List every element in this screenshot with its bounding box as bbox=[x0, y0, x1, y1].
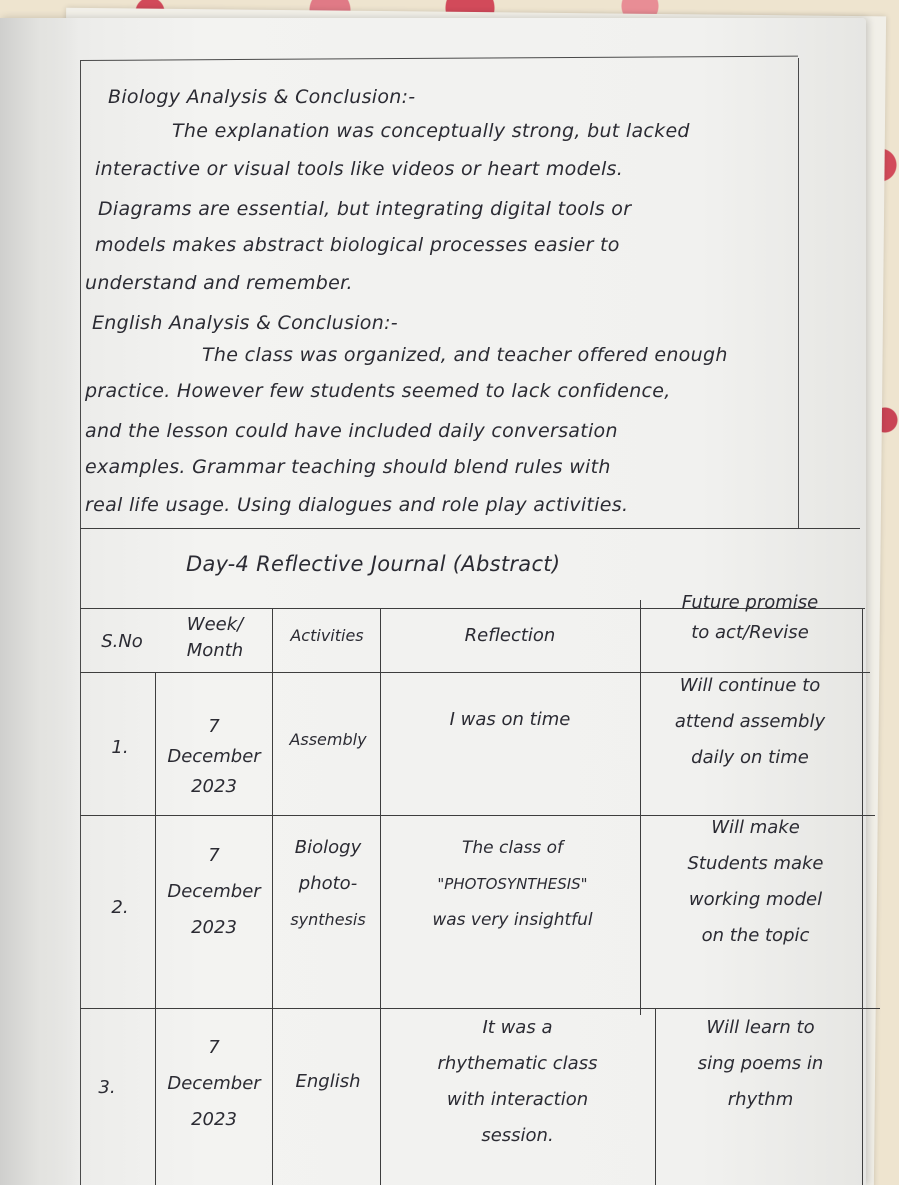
row3-future-line2: sing poems in bbox=[697, 1053, 824, 1074]
biology-heading: Biology Analysis & Conclusion:- bbox=[108, 86, 416, 108]
journal-title: Day-4 Reflective Journal (Abstract) bbox=[186, 552, 561, 576]
row2-activity-line2: photo- bbox=[298, 873, 358, 894]
row1-future-line2: attend assembly bbox=[674, 711, 826, 732]
english-line-2: practice. However few students seemed to lack confidence, bbox=[85, 380, 671, 402]
row2-date-year: 2023 bbox=[191, 917, 237, 938]
row1-future-line1: Will continue to bbox=[679, 675, 821, 696]
row3-date-year: 2023 bbox=[191, 1109, 237, 1130]
row2-activity-line1: Biology bbox=[294, 837, 362, 858]
row2-future-line3: working model bbox=[688, 889, 823, 910]
header-week-line1: Week/ bbox=[186, 614, 244, 635]
row1-date-month: December bbox=[167, 746, 261, 767]
table-top-line bbox=[80, 528, 860, 529]
row2-future bbox=[648, 810, 863, 954]
row3-reflection bbox=[385, 1010, 650, 1154]
row2-date-day: 7 bbox=[208, 845, 220, 866]
row3-date-month: December bbox=[167, 1073, 261, 1094]
row3-date-day: 7 bbox=[208, 1037, 220, 1058]
header-week bbox=[160, 612, 270, 664]
table-row2-bottom-line bbox=[80, 1008, 880, 1009]
english-heading: English Analysis & Conclusion:- bbox=[92, 312, 398, 334]
header-reflection: Reflection bbox=[464, 625, 556, 646]
col-line-4 bbox=[640, 600, 641, 1015]
header-future-line1: Future promise bbox=[681, 592, 819, 613]
row3-activity: English bbox=[295, 1071, 361, 1092]
row2-date bbox=[158, 838, 270, 946]
row2-reflection-line2: "PHOTOSYNTHESIS" bbox=[437, 875, 588, 893]
row1-future bbox=[640, 668, 860, 776]
english-line-4: examples. Grammar teaching should blend rules with bbox=[85, 456, 611, 478]
row2-date-month: December bbox=[167, 881, 261, 902]
biology-line-5: understand and remember. bbox=[85, 272, 353, 294]
row3-date bbox=[155, 1030, 273, 1138]
row1-reflection: I was on time bbox=[449, 709, 571, 730]
header-week-line2: Month bbox=[186, 640, 244, 661]
header-sno: S.No bbox=[101, 631, 143, 652]
row3-future-line1: Will learn to bbox=[706, 1017, 815, 1038]
row2-future-line1: Will make bbox=[711, 817, 800, 838]
biology-line-2: interactive or visual tools like videos or heart models. bbox=[95, 158, 624, 180]
right-border-line bbox=[798, 58, 799, 528]
header-future-line2: to act/Revise bbox=[691, 622, 809, 643]
col-line-4b bbox=[655, 1008, 656, 1185]
row2-activity-line3: synthesis bbox=[290, 910, 366, 929]
biology-line-4: models makes abstract biological processes easier to bbox=[95, 234, 620, 256]
left-margin-line bbox=[80, 60, 81, 1185]
header-future bbox=[640, 588, 860, 648]
row3-reflection-line2: rhythematic class bbox=[437, 1053, 598, 1074]
row2-activity bbox=[274, 830, 382, 938]
row1-date-year: 2023 bbox=[191, 776, 237, 797]
row3-reflection-line1: It was a bbox=[482, 1017, 553, 1038]
row3-future bbox=[658, 1010, 863, 1118]
row3-sno: 3. bbox=[98, 1077, 116, 1098]
row3-reflection-line4: session. bbox=[481, 1125, 554, 1146]
english-line-5: real life usage. Using dialogues and role play activities. bbox=[85, 494, 629, 516]
row2-sno: 2. bbox=[111, 897, 129, 918]
row1-sno: 1. bbox=[111, 737, 129, 758]
row1-date-day: 7 bbox=[208, 716, 220, 737]
row2-future-line4: on the topic bbox=[701, 925, 810, 946]
header-activities: Activities bbox=[290, 626, 364, 645]
row2-reflection-line3: was very insightful bbox=[432, 910, 593, 930]
row2-reflection bbox=[385, 830, 640, 938]
row1-activity: Assembly bbox=[289, 730, 367, 749]
english-line-1: The class was organized, and teacher offered enough bbox=[202, 344, 728, 366]
biology-line-3: Diagrams are essential, but integrating digital tools or bbox=[98, 198, 632, 220]
row1-date bbox=[158, 712, 270, 802]
row2-future-line2: Students make bbox=[687, 853, 824, 874]
row1-future-line3: daily on time bbox=[691, 747, 809, 768]
english-line-3: and the lesson could have included daily conversation bbox=[85, 420, 618, 442]
page-fold-shadow bbox=[0, 18, 78, 1185]
row2-reflection-line1: The class of bbox=[461, 838, 563, 858]
row3-reflection-line3: with interaction bbox=[446, 1089, 589, 1110]
row3-future-line3: rhythm bbox=[727, 1089, 794, 1110]
biology-line-1: The explanation was conceptually strong, but lacked bbox=[172, 120, 690, 142]
